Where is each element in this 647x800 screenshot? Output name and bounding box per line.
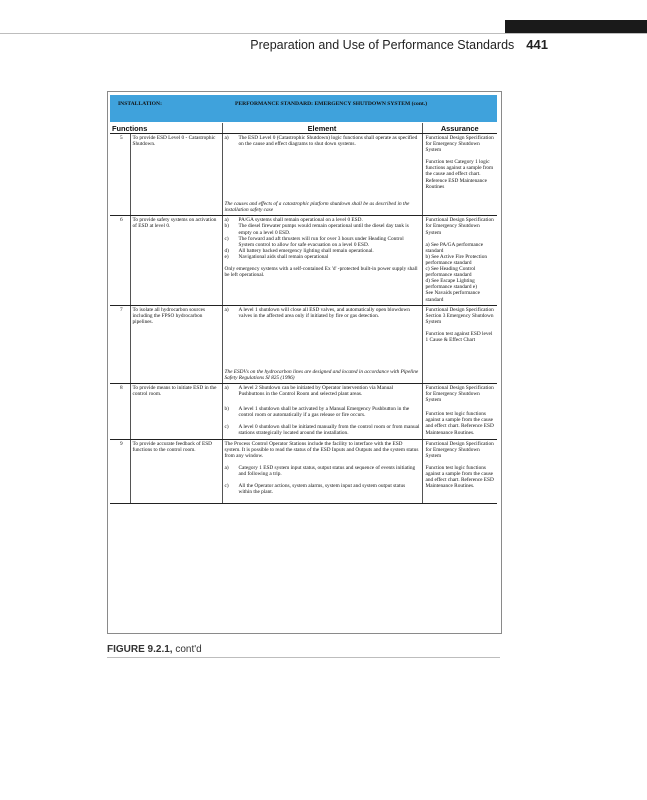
row-number: 7 xyxy=(110,305,130,383)
header-bar xyxy=(505,20,647,33)
function-cell: To provide accurate feedback of ESD functions to the control room. xyxy=(130,439,222,503)
element-cell: The Process Control Operator Stations include the facility to interface with the ESD system. It is possible to read the status of the ESD Inputs and Outputs and the system status from any window. a) Category 1 ESD system input status, output status and sequence of events initiating and following a trip. c) All the Operator actions, system alarms, system input and system output status within the plant. xyxy=(222,439,422,503)
figure-header xyxy=(110,95,497,122)
assurance-cell: Functional Design Specification for Emergency Shutdown System Function test logic functions against a sample from the cause and effect chart. Reference ESD Maintenance Routines. xyxy=(422,383,497,439)
row-number: 9 xyxy=(110,439,130,503)
row-number: 6 xyxy=(110,216,130,305)
row-number: 8 xyxy=(110,383,130,439)
assurance-header: Assurance xyxy=(422,123,497,134)
table-row xyxy=(110,439,497,503)
element-cell: a) A level 1 shutdown will close all ESD valves, and automatically open blowdown valves in the affected area only if initiated by fire or gas detection. The ESDVs on the hydrocarbon lines are designed and located in accordance with Pipeline Safety Regulations SI 825 (1996) xyxy=(222,305,422,383)
performance-standard-title: PERFORMANCE STANDARD: EMERGENCY SHUTDOWN SYSTEM (cont.) xyxy=(235,101,428,107)
assurance-cell: Functional Design Specification for Emergency Shutdown System a) See PA/GA performance standard b) See Active Fire Protection performance standard c) See Heading Control performance standard d) See Escape Lighting performance standard e) See Navaids performance standard xyxy=(422,216,497,305)
functions-header: Functions xyxy=(110,123,222,134)
assurance-cell: Functional Design Specification for Emergency Shutdown System Function test Category 1 logic functions against a sample from the cause and effect chart. Reference ESD Maintenance Routines xyxy=(422,134,497,216)
element-cell xyxy=(222,134,422,216)
element-note: The causes and effects of a catastrophic platform shutdown shall be as described in the installation safety case xyxy=(224,201,410,214)
element-trailing: Only emergency systems with a self-contained Ex 'd' -protected built-in power supply shall be left operational. xyxy=(224,266,418,279)
function-cell: To provide means to initiate ESD in the control room. xyxy=(130,383,222,439)
page-number: 441 xyxy=(526,37,548,52)
running-head xyxy=(0,37,548,55)
table-row xyxy=(110,383,497,439)
running-head-title: Preparation and Use of Performance Standards xyxy=(250,38,515,52)
element-cell: a) A level 2 Shutdown can be initiated by Operator intervention via Manual Pushbuttons in the Control Room and selected plant areas. b) A level 1 shutdown shall be activated by a Manual Emergency Pushbutton in the control room or automatically if a gas release or fire occurs. c) A level 0 shutdown shall be initiated manually from the control room or from manual stations strategically located around the installation. xyxy=(222,383,422,439)
element-header: Element xyxy=(222,123,422,134)
element-cell: a) PA/GA systems shall remain operational on a level 0 ESD. b) The diesel firewater pumps would remain operational until the diesel day tank is empty on a level 0 ESD. c) The forward and aft thrusters will run for over 3 hours under Heading Control System control to allow for safe evacuation on a level 0 ESD. d) All battery backed emergency lighting shall remain operational. e) Navigational aids shall remain operational Only emergency systems with a self-contained Ex 'd' -protected built-in power supply shall be left operational. xyxy=(222,216,422,305)
performance-standard-table xyxy=(110,123,497,504)
figure-caption-text: cont'd xyxy=(175,644,202,655)
figure-label: FIGURE 9.2.1, xyxy=(107,644,173,655)
figure-caption xyxy=(107,644,202,655)
assurance-cell: Functional Design Specification for Emergency Shutdown System Function test logic functions against a sample from the cause and effect chart. Reference ESD Maintenance Routines. xyxy=(422,439,497,503)
installation-label: INSTALLATION: xyxy=(118,101,162,107)
caption-rule xyxy=(107,657,500,658)
table-header-row xyxy=(110,123,497,134)
element-item: a) The ESD Level 0 (Catastrophic Shutdown) logic functions shall operate as specified on the cause and effect diagrams to shut down systems. xyxy=(224,135,418,148)
function-cell: To provide safety systems on activation of ESD at level 0. xyxy=(130,216,222,305)
element-lead: The Process Control Operator Stations include the facility to interface with the ESD system. It is possible to read the status of the ESD Inputs and Outputs and the system status from any window. xyxy=(224,440,419,459)
assurance-cell: Functional Design Specification Section 3 Emergency Shutdown System Function test against ESD level 1 Cause & Effect Chart xyxy=(422,305,497,383)
row-number: 5 xyxy=(110,134,130,216)
element-note: The ESDVs on the hydrocarbon lines are designed and located in accordance with Pipeline Safety Regulations SI 825 (1996) xyxy=(224,368,419,381)
function-cell: To isolate all hydrocarbon sources including the FPSO hydrocarbon pipelines. xyxy=(130,305,222,383)
function-cell: To provide ESD Level 0 - Catastrophic Shutdown. xyxy=(130,134,222,216)
table-row xyxy=(110,134,497,216)
table-row xyxy=(110,216,497,305)
table-row xyxy=(110,305,497,383)
header-rule xyxy=(0,33,647,34)
